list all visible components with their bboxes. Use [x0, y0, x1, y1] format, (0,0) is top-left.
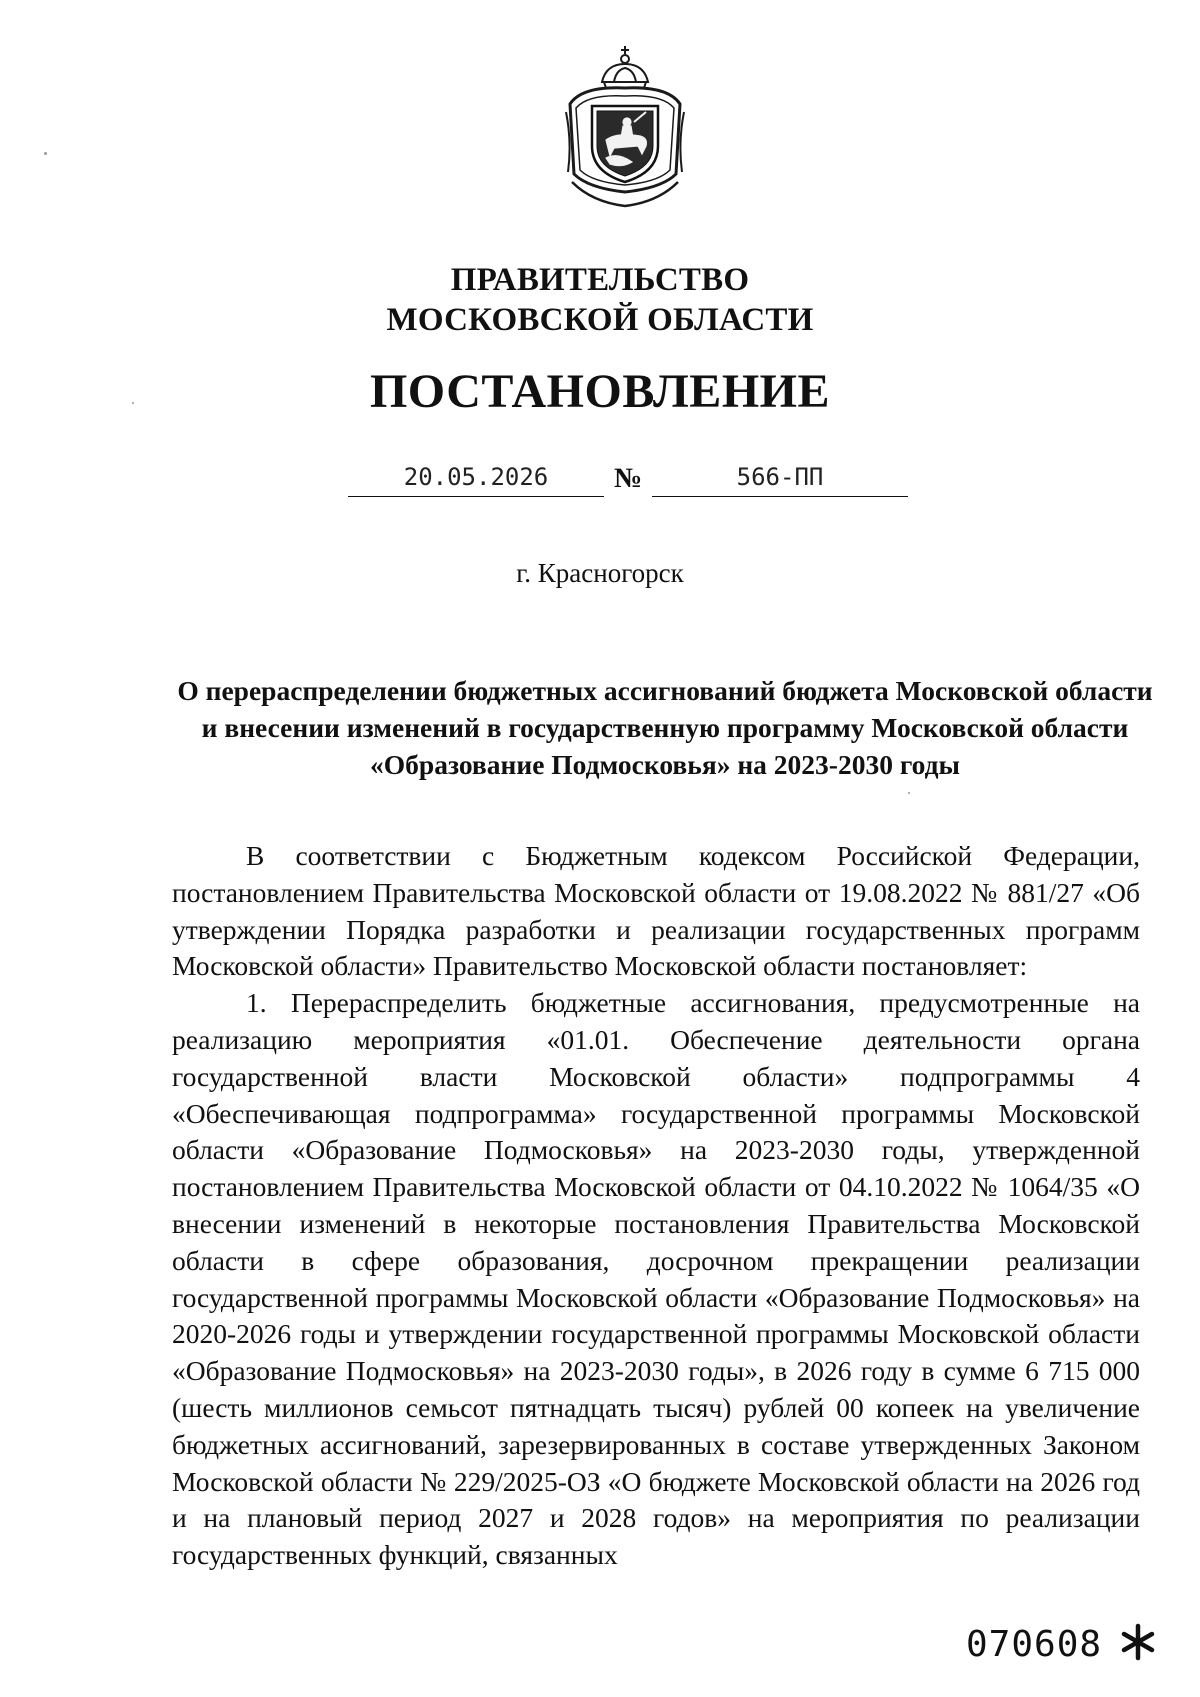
document-serial-code: 070608: [966, 1624, 1103, 1665]
authority-name-line2: МОСКОВСКОЙ ОБЛАСТИ: [386, 302, 814, 338]
body-paragraph-1: В соответствии с Бюджетным кодексом Российской Федерации, постановлением Правительства Московской области от 19.08.2022 № 881/27 «Об утверждении Порядка разработки и реализации государственных программ Московской области» Правительство Московской области постановляет:: [172, 840, 1140, 982]
asterisk-mark-icon: [1120, 1622, 1156, 1662]
document-city: г. Красногорск: [516, 558, 684, 588]
scan-speck: [44, 152, 47, 155]
moscow-oblast-coat-of-arms-icon: [562, 42, 688, 210]
body-paragraph-2: 1. Перераспределить бюджетные ассигнования, предусмотренные на реализацию мероприятия «01.01. Обеспечение деятельности органа государственной власти Московской области» подпрограммы 4 «Обеспечивающая подпрограмма» государственной программы Московской области «Образование Подмосковья» на 2023-2030 годы, утвержденной постановлением Правительства Московской области от 04.10.2022 № 1064/35 «О внесении изменений в некоторые постановления Правительства Московской области в сфере образования, досрочном прекращении реализации государственной программы Московской области «Образование Подмосковья» на 2020-2026 годы и утверждении государственной программы Московской области «Образование Подмосковья» на 2023-2030 годы», в 2026 году в сумме 6 715 000 (шесть миллионов семьсот пятнадцать тысяч) рублей 00 копеек на увеличение бюджетных ассигнований, зарезервированных в составе утвержденных Законом Московской области № 229/2025-ОЗ «О бюджете Московской области на 2026 год и на плановый период 2027 и 2028 годов» на мероприятия по реализации государственных функций, связанных: [172, 987, 1140, 1571]
number-sign: №: [614, 463, 643, 494]
document-subject: О перераспределении бюджетных ассигнований бюджета Московской области и внесении изменений в государственную программу Московской области «Образование Подмосковья» на 2023-2030 годы: [177, 675, 1153, 780]
document-type-title: ПОСТАНОВЛЕНИЕ: [369, 365, 831, 418]
scan-speck: [132, 402, 134, 404]
document-body: [172, 838, 1140, 1574]
document-date: 20.05.2026: [348, 460, 604, 497]
document-number: 566-ПП: [652, 460, 908, 497]
scan-speck: [908, 792, 910, 794]
authority-name-line1: ПРАВИТЕЛЬСТВО: [450, 262, 750, 298]
